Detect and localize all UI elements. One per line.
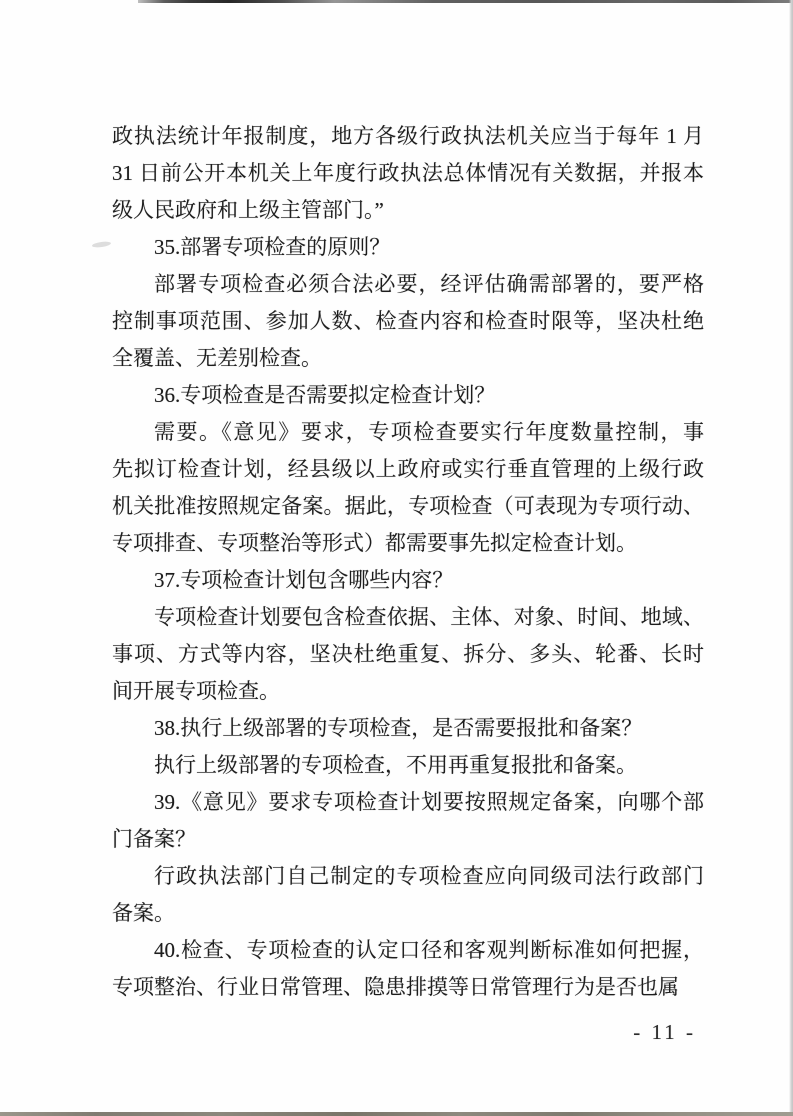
- text-line: 事项、方式等内容，坚决杜绝重复、拆分、多头、轮番、长时: [112, 642, 704, 666]
- text-line: 政执法统计年报制度，地方各级行政执法机关应当于每年 1 月: [112, 124, 704, 148]
- text-line: 控制事项范围、参加人数、检查内容和检查时限等，坚决杜绝: [112, 309, 704, 333]
- text-line: 先拟订检查计划，经县级以上政府或实行垂直管理的上级行政: [112, 457, 704, 481]
- text-line: 门备案？: [112, 827, 196, 851]
- text-line: 35.部署专项检查的原则？: [154, 235, 391, 259]
- text-line: 执行上级部署的专项检查，不用再重复报批和备案。: [154, 753, 637, 777]
- page-number: - 11 -: [633, 1020, 696, 1044]
- text-line: 37.专项检查计划包含哪些内容？: [154, 568, 454, 592]
- text-line: 31 日前公开本机关上年度行政执法总体情况有关数据，并报本: [112, 161, 704, 185]
- scan-artifact-top-edge: [138, 0, 793, 3]
- text-line: 备案。: [112, 901, 175, 925]
- scan-artifact-bottom-edge: [0, 1112, 793, 1116]
- text-line: 36.专项检查是否需要拟定检查计划？: [154, 383, 496, 407]
- text-line: 39.《意见》要求专项检查计划要按照规定备案，向哪个部: [154, 790, 704, 814]
- text-line: 40.检查、专项检查的认定口径和客观判断标准如何把握，: [154, 938, 704, 962]
- text-line: 需要。《意见》要求，专项检查要实行年度数量控制，事: [154, 420, 704, 444]
- scan-artifact-right-edge: [789, 0, 793, 1116]
- text-line: 机关批准按照规定备案。据此，专项检查（可表现为专项行动、: [112, 494, 704, 518]
- text-line: 专项整治、行业日常管理、隐患排摸等日常管理行为是否也属: [112, 975, 679, 999]
- text-line: 间开展专项检查。: [112, 679, 280, 703]
- text-line: 部署专项检查必须合法必要，经评估确需部署的，要严格: [154, 272, 704, 296]
- text-line: 行政执法部门自己制定的专项检查应向同级司法行政部门: [154, 864, 704, 888]
- scan-artifact-smudge: [92, 241, 112, 249]
- text-line: 全覆盖、无差别检查。: [112, 346, 322, 370]
- text-block: [112, 118, 704, 1006]
- text-line: 专项排查、专项整治等形式）都需要事先拟定检查计划。: [112, 531, 637, 555]
- text-line: 38.执行上级部署的专项检查，是否需要报批和备案？: [154, 716, 643, 740]
- text-line: 级人民政府和上级主管部门。”: [112, 198, 384, 222]
- text-line: 专项检查计划要包含检查依据、主体、对象、时间、地域、: [154, 605, 704, 629]
